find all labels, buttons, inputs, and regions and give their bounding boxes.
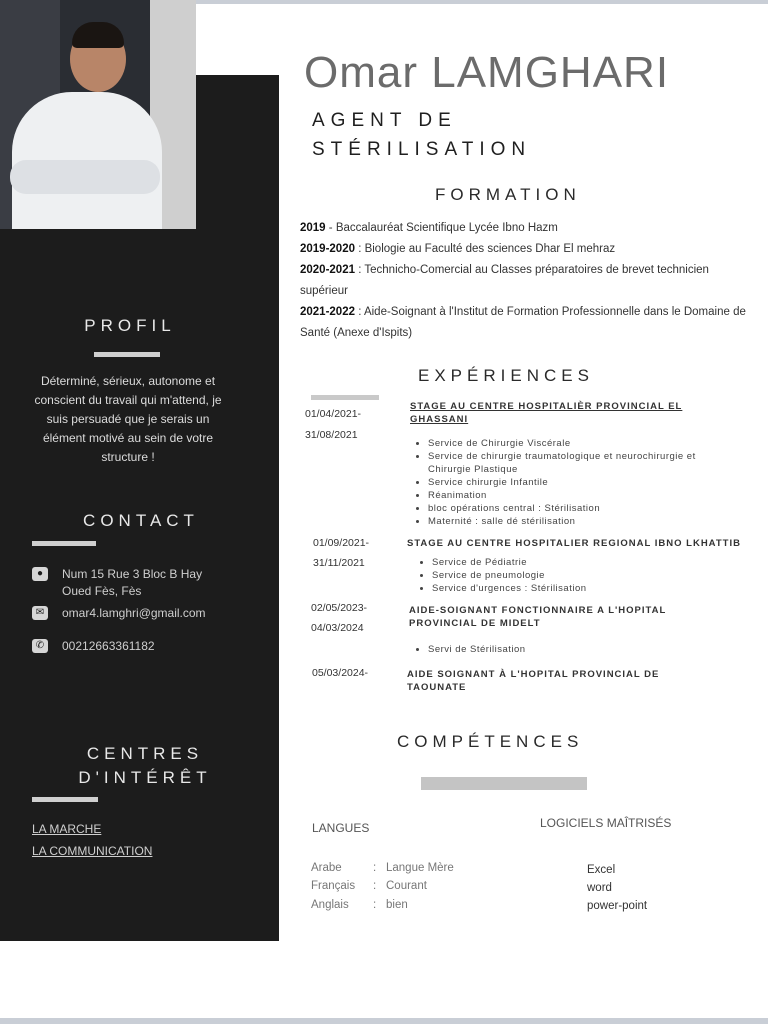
email-text[interactable]: omar4.lamghri@gmail.com bbox=[62, 606, 206, 620]
list-item: • Servi de Stérilisation bbox=[428, 643, 708, 656]
candidate-name: Omar LAMGHARI bbox=[304, 48, 670, 97]
address-line2: Oued Fès, Fès bbox=[62, 584, 142, 598]
bottom-border bbox=[0, 1018, 768, 1024]
software-item: Excel bbox=[587, 864, 616, 876]
experiences-heading: EXPÉRIENCES bbox=[418, 366, 594, 385]
job-date-start: 02/05/2023- bbox=[311, 602, 368, 614]
formation-heading: FORMATION bbox=[435, 185, 581, 204]
profil-rule bbox=[94, 352, 160, 357]
job-date-end: 31/08/2021 bbox=[305, 429, 358, 441]
profil-text: Déterminé, sérieux, autonome et conscient du travail qui m'attend, je suis persuadé que je serais un élément motivé au sein de votre structure ! bbox=[34, 374, 222, 464]
job-title-item: STAGE AU CENTRE HOSPITALIÈR PROVINCIAL EL GHASSANI bbox=[410, 401, 683, 425]
list-item: • Service de Chirurgie Viscérale bbox=[428, 437, 718, 450]
list-item: • Service de Pédiatrie bbox=[432, 556, 712, 569]
address-line1: Num 15 Rue 3 Bloc B Hay bbox=[62, 567, 203, 581]
software-item: power-point bbox=[587, 900, 648, 912]
interest-item-marche[interactable]: LA MARCHE bbox=[32, 822, 102, 836]
job-date-start: 01/09/2021- bbox=[313, 537, 370, 549]
phone-icon: ✆ bbox=[32, 639, 48, 653]
job-title-item: STAGE AU CENTRE HOSPITALIER REGIONAL IBNO LKHATTIB bbox=[407, 538, 741, 549]
experiences-rule bbox=[311, 395, 379, 400]
job-title-line1: AGENT DE bbox=[312, 110, 457, 131]
list-item: • Réanimation bbox=[428, 489, 718, 502]
interests-heading bbox=[55, 742, 235, 790]
list-item: • Service chirurgie Infantile bbox=[428, 476, 718, 489]
interests-heading-line2: D'INTÉRÊT bbox=[78, 768, 212, 787]
contact-rule bbox=[32, 541, 96, 546]
list-item: • Service de pneumologie bbox=[432, 569, 712, 582]
contact-heading: CONTACT bbox=[83, 511, 199, 530]
interests-heading-line1: CENTRES bbox=[86, 744, 204, 763]
list-item: • Service d'urgences : Stérilisation bbox=[432, 582, 712, 595]
job-title-line2: STÉRILISATION bbox=[312, 139, 532, 160]
formation-item: 2019-2020 : Biologie au Faculté des sciences Dhar El mehraz bbox=[300, 243, 616, 255]
job-date-start: 05/03/2024- bbox=[312, 667, 369, 679]
job-bullets bbox=[418, 556, 712, 595]
location-pin-icon: ● bbox=[32, 567, 48, 581]
phone-text[interactable]: 00212663361182 bbox=[62, 639, 155, 653]
list-item: • Service de chirurgie traumatologique et neurochirurgie et Chirurgie Plastique bbox=[428, 450, 718, 476]
job-title-item: AIDE-SOIGNANT FONCTIONNAIRE A L'HOPITAL PROVINCIAL DE MIDELT bbox=[409, 605, 667, 629]
profile-photo bbox=[0, 0, 196, 229]
job-title bbox=[312, 106, 531, 164]
software-item: word bbox=[587, 882, 612, 894]
formation-item: 2020-2021 : Technicho-Comercial au Classes préparatoires de brevet technicien supérieur bbox=[300, 264, 709, 297]
logiciels-label: LOGICIELS MAÎTRISÉS bbox=[540, 816, 672, 830]
list-item: • Maternité : salle dé stérilisation bbox=[428, 515, 718, 528]
formation-item: 2021-2022 : Aide-Soignant à l'Institut de Formation Professionnelle dans le Domaine de Santé (Anexe d'Ispits) bbox=[300, 306, 746, 339]
job-bullets bbox=[414, 437, 718, 528]
job-bullets bbox=[414, 643, 708, 656]
competences-heading: COMPÉTENCES bbox=[397, 732, 584, 751]
interest-item-communication[interactable]: LA COMMUNICATION bbox=[32, 844, 153, 858]
mail-icon: ✉ bbox=[32, 606, 48, 620]
job-date-end: 31/11/2021 bbox=[313, 557, 365, 569]
job-date-start: 01/04/2021- bbox=[305, 408, 362, 420]
profil-heading: PROFIL bbox=[84, 316, 176, 335]
job-date-end: 04/03/2024 bbox=[311, 622, 364, 634]
formation-item: 2019 - Baccalauréat Scientifique Lycée Ibno Hazm bbox=[300, 222, 558, 234]
list-item: • bloc opérations central : Stérilisation bbox=[428, 502, 718, 515]
interests-rule bbox=[32, 797, 98, 802]
formation-list bbox=[300, 218, 760, 344]
langues-label: LANGUES bbox=[312, 821, 370, 835]
job-title-item: AIDE SOIGNANT À L'HOPITAL PROVINCIAL DE TAOUNATE bbox=[407, 669, 660, 693]
competences-rule bbox=[421, 777, 587, 790]
